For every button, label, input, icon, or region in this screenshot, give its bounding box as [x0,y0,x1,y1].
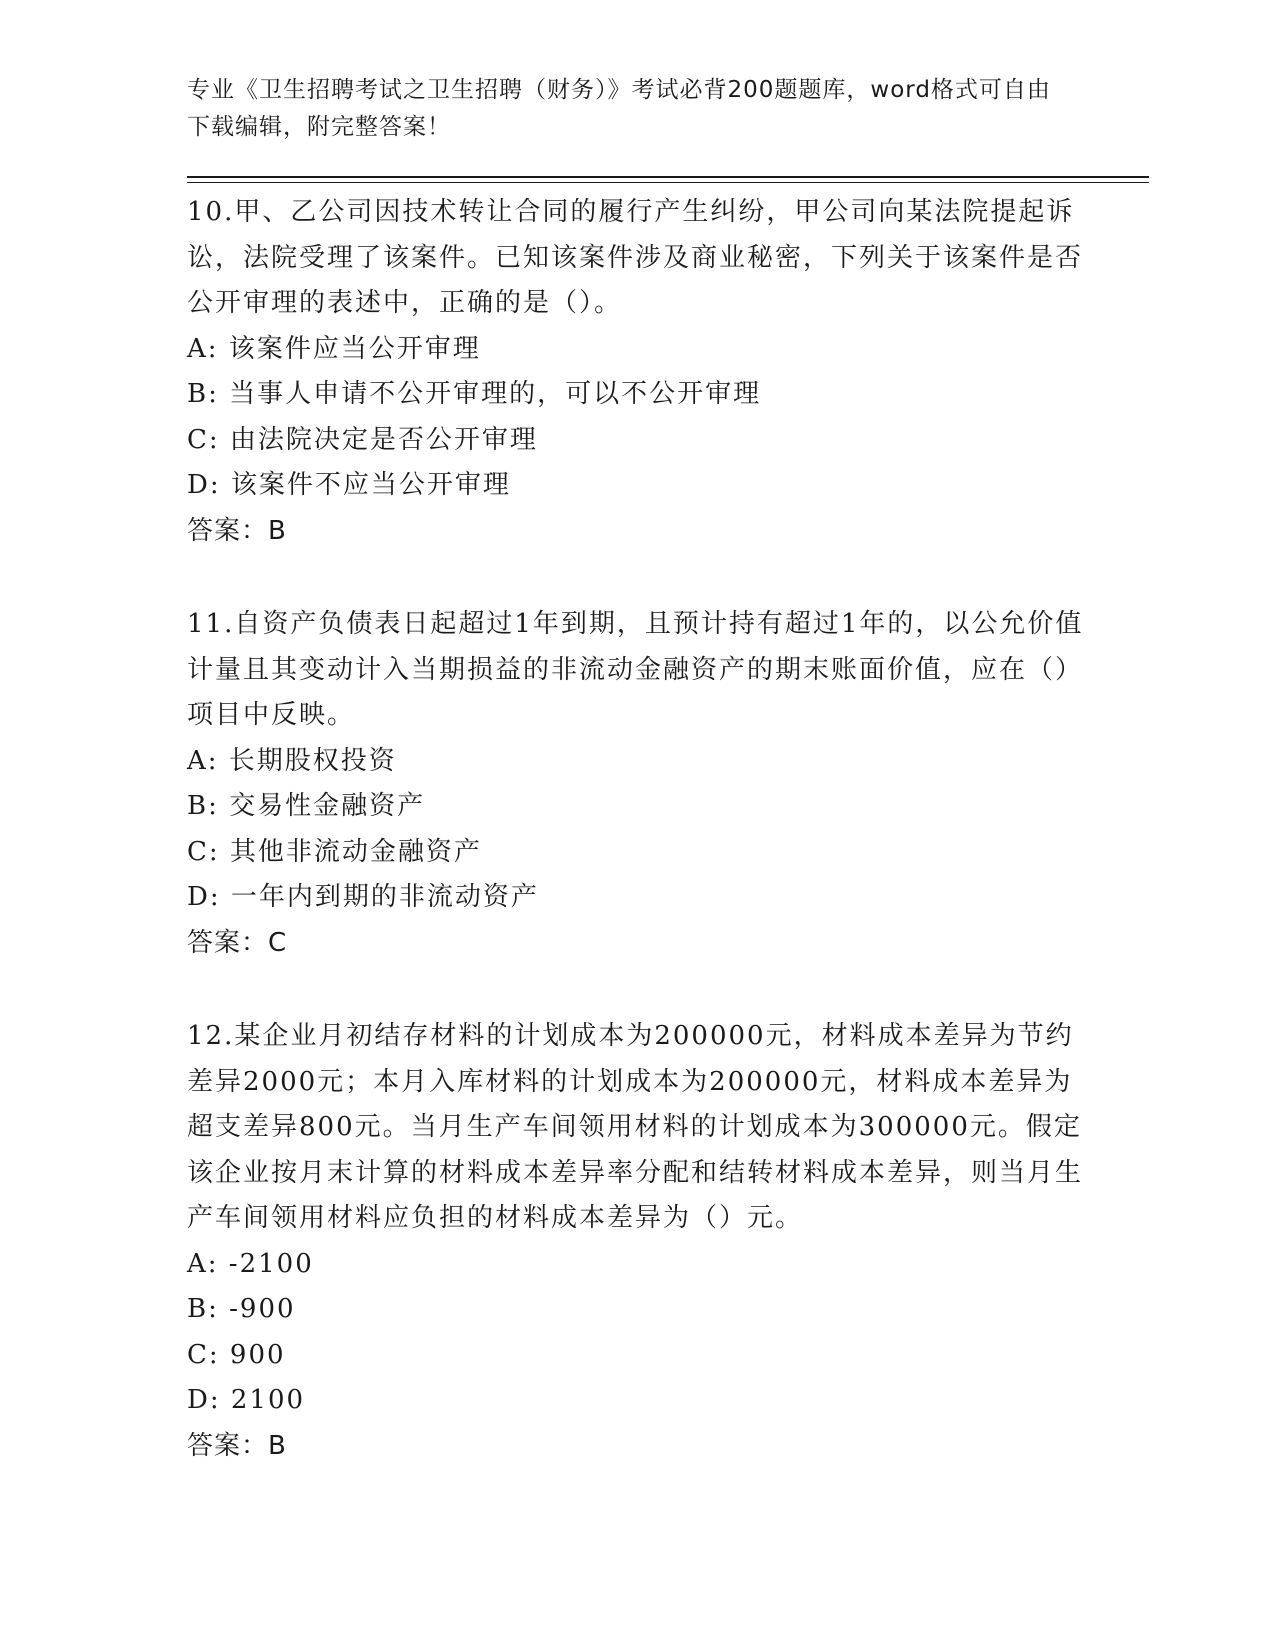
option-d: D: 该案件不应当公开审理 [187,470,511,500]
question-text: 11.自资产负债表日起超过1年到期，且预计持有超过1年的，以公允价值计量且其变动计入当期损益的非流动金融资产的期末账面价值，应在（）项目中反映。 [187,609,1084,730]
header-title: 专业《卫生招聘考试之卫生招聘（财务）》考试必背200题题库，word格式可自由下载编辑，附完整答案！ [187,77,1051,140]
option-b: B: 交易性金融资产 [187,791,426,821]
question-12 [187,1014,1087,1469]
option-a: A: 该案件应当公开审理 [187,333,481,364]
question-text: 12.某企业月初结存材料的计划成本为200000元，材料成本差异为节约差异2000元；本月入库材料的计划成本为200000元，材料成本差异为超支差异800元。当月生产车间领用材料的计划成本为300000元。假定该企业按月末计算的材料成本差异率分配和结转材料成本差异，则当月生产车间领用材料应负担的材料成本差异为（）元。 [187,1021,1084,1233]
question-list [187,190,1087,1469]
option-c: C: 其他非流动金融资产 [187,836,482,867]
option-a: A: -2100 [187,1248,314,1279]
answer-label: 答案：B [187,1430,287,1461]
answer-label: 答案：C [187,927,288,958]
header-divider-thin [187,182,1149,183]
question-text: 10.甲、乙公司因技术转让合同的履行产生纠纷，甲公司向某法院提起诉讼，法院受理了该案件。已知该案件涉及商业秘密，下列关于该案件是否公开审理的表述中，正确的是（）。 [187,197,1084,318]
answer-label: 答案：B [187,515,287,546]
question-10 [187,190,1087,554]
option-d: D: 2100 [187,1385,306,1415]
option-d: D: 一年内到期的非流动资产 [187,882,539,912]
option-a: A: 长期股权投资 [187,745,397,776]
document-header [187,72,1067,146]
question-11 [187,602,1087,966]
option-c: C: 900 [187,1339,286,1370]
option-b: B: -900 [187,1294,296,1324]
option-b: B: 当事人申请不公开审理的，可以不公开审理 [187,379,762,409]
header-divider-thick [187,176,1149,178]
option-c: C: 由法院决定是否公开审理 [187,424,538,455]
